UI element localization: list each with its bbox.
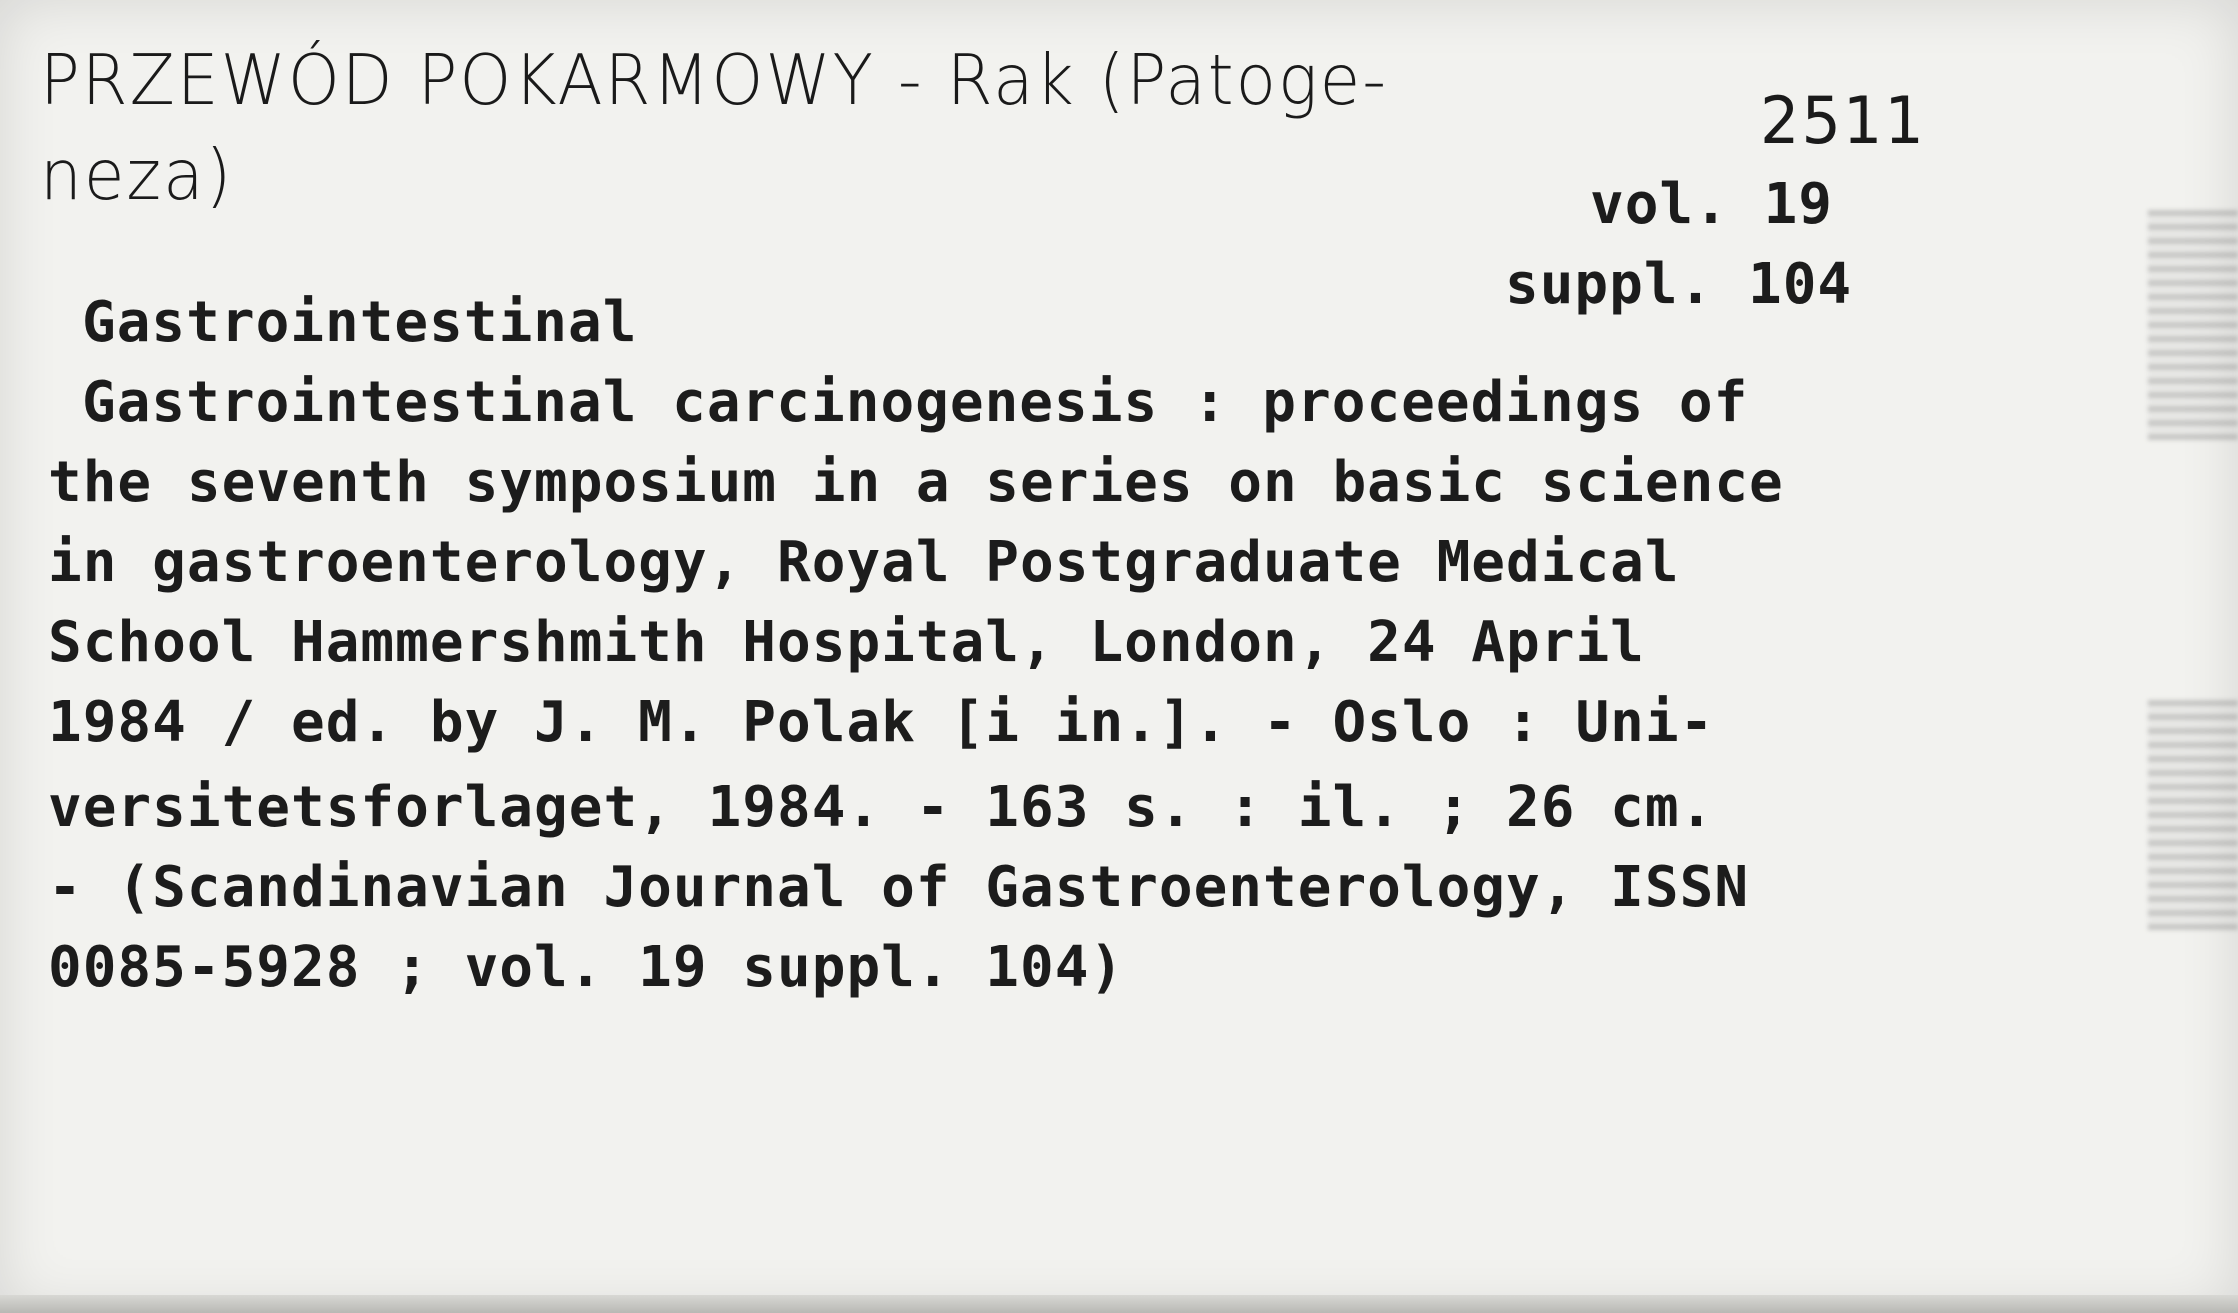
bleed-through-mark [2148, 210, 2238, 440]
call-number: 2511 [1760, 82, 1926, 159]
subject-heading-line-1: PRZEWÓD POKARMOWY - Rak (Patoge- [40, 40, 1389, 121]
entry-line: in gastroenterology, Royal Postgraduate Medical [48, 530, 1680, 595]
entry-line: versitetsforlaget, 1984. - 163 s. : il. ; 26 cm. [48, 775, 1715, 840]
entry-line: - (Scandinavian Journal of Gastroenterology, ISSN [48, 855, 1750, 920]
card-bottom-edge [0, 1295, 2238, 1313]
main-heading: Gastrointestinal [82, 290, 638, 355]
entry-line: the seventh symposium in a series on basic science [48, 450, 1784, 515]
supplement-number: suppl. 104 [1505, 252, 1853, 317]
volume-number: vol. 19 [1590, 172, 1834, 237]
entry-line: Gastrointestinal carcinogenesis : proceedings of [82, 370, 1749, 435]
entry-line: 1984 / ed. by J. M. Polak [i in.]. - Oslo : Uni- [48, 690, 1715, 755]
entry-line: 0085-5928 ; vol. 19 suppl. 104) [48, 935, 1125, 1000]
bleed-through-mark [2148, 700, 2238, 930]
subject-heading-line-2: neza) [40, 135, 234, 216]
entry-line: School Hammershmith Hospital, London, 24 April [48, 610, 1645, 675]
